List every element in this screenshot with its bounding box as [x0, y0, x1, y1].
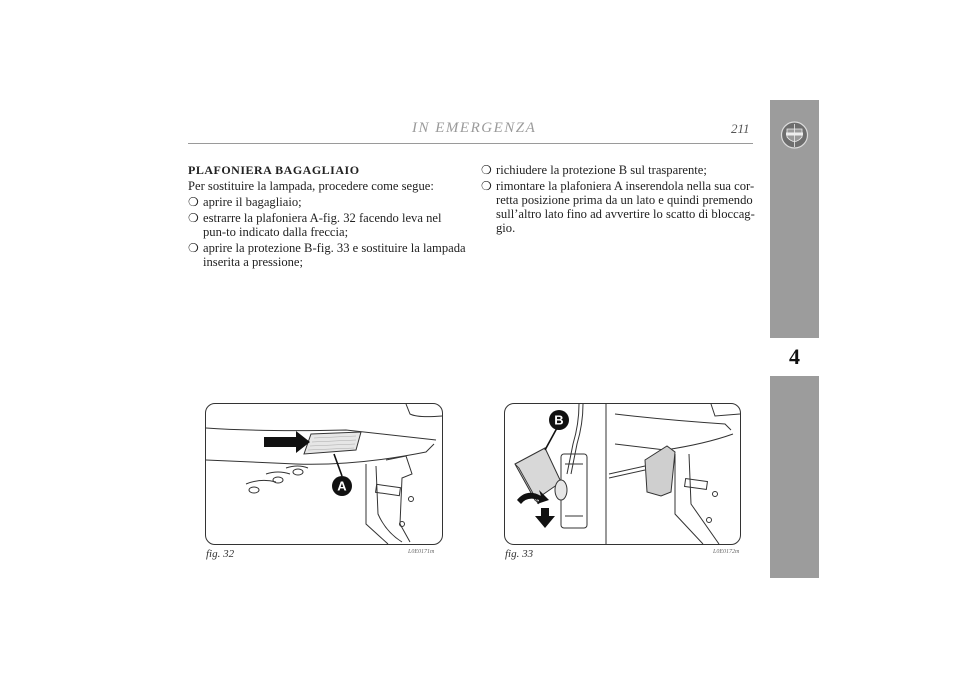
callout-b-label: B: [554, 412, 564, 428]
arrow-right-icon: [264, 431, 310, 453]
figure-caption: fig. 33: [505, 548, 534, 560]
list-item: [188, 211, 466, 239]
header-divider: [188, 143, 753, 144]
list-item: [188, 195, 466, 209]
left-column: [188, 163, 466, 271]
bullet-icon: ❍: [188, 241, 199, 255]
list-item-text: rimontare la plafoniera A inserendola nella sua cor-retta posizione prima da un lato e quindi premendo sull’altro lato fino ad avvertire lo scatto di bloccag-gio.: [496, 179, 755, 235]
list-item-text: aprire la protezione B-fig. 33 e sostituire la lampada inserita a pressione;: [203, 241, 466, 269]
intro-paragraph: Per sostituire la lampada, procedere come segue:: [188, 179, 434, 193]
tab-divider: [770, 374, 819, 376]
lamp-cover-drawing: [505, 404, 740, 544]
bullet-icon: ❍: [481, 163, 492, 177]
section-title: IN EMERGENZA: [412, 120, 537, 136]
bullet-icon: ❍: [188, 211, 199, 225]
chapter-number: 4: [770, 340, 819, 374]
figure-caption: fig. 32: [206, 548, 235, 560]
figure-code: L0E0172m: [713, 549, 740, 555]
right-column: [481, 163, 756, 237]
section-heading: PLAFONIERA BAGAGLIAIO: [188, 163, 360, 177]
list-item: [481, 179, 756, 235]
list-item-text: estrarre la plafoniera A-fig. 32 facendo leva nel pun-to indicato dalla freccia;: [203, 211, 442, 239]
figure-32-illustration: [205, 403, 443, 545]
bullet-icon: ❍: [481, 179, 492, 193]
list-item: [481, 163, 756, 177]
list-item: [188, 241, 466, 269]
callout-a-label: A: [337, 478, 347, 494]
trunk-lamp-drawing: [206, 404, 442, 544]
page-number: 211: [731, 121, 750, 136]
lancia-shield-icon: [780, 120, 809, 152]
bullet-icon: ❍: [188, 195, 199, 209]
list-item-text: aprire il bagagliaio;: [203, 195, 302, 209]
list-item-text: richiudere la protezione B sul trasparente;: [496, 163, 707, 177]
arrow-down-icon: [535, 508, 555, 528]
figure-33-illustration: [504, 403, 741, 545]
figure-code: L0E0171m: [408, 549, 435, 555]
chapter-side-tab: [770, 100, 819, 578]
